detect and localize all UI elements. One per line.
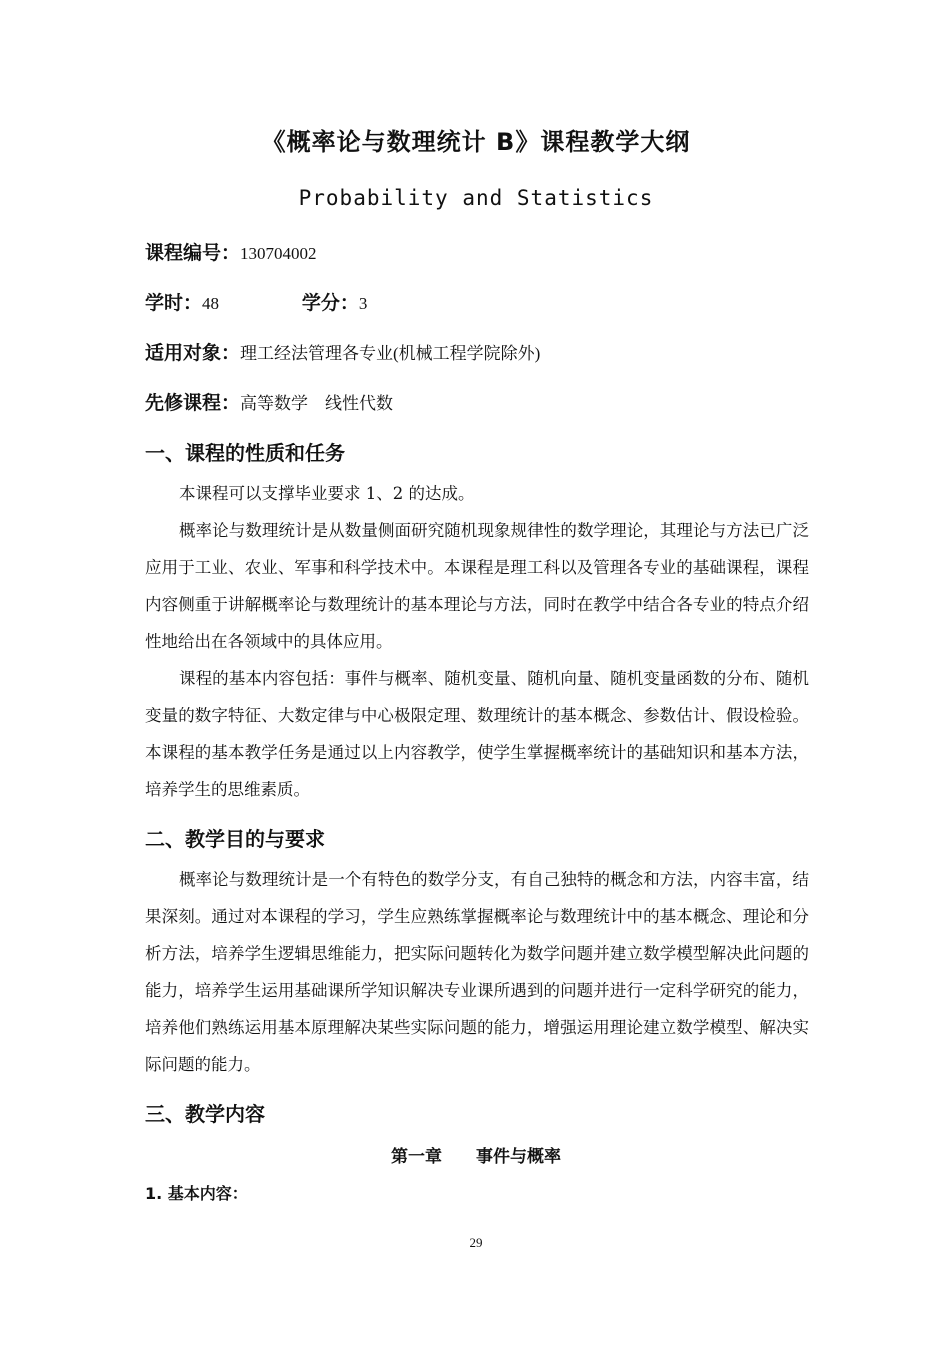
hours-credit-line — [145, 288, 367, 315]
credit-value: 3 — [358, 294, 368, 313]
section1-heading: 一、课程的性质和任务 — [145, 441, 345, 465]
audience-value: 理工经法管理各专业(机械工程学院除外) — [240, 344, 541, 363]
section1-paragraph-2: 概率论与数理统计是从数量侧面研究随机现象规律性的数学理论，其理论与方法已广泛应用于工业、农业、军事和科学技术中。本课程是理工科以及管理各专业的基础课程，课程内容侧重于讲解概率论与数理统计的基本理论与方法，同时在教学中结合各专业的特点介绍性地给出在各领域中的具体应用。 — [145, 521, 809, 651]
section3-heading: 三、教学内容 — [145, 1102, 265, 1126]
audience-line — [145, 338, 540, 365]
audience-label: 适用对象： — [145, 342, 241, 364]
document-title: 《概率论与数理统计 B》课程教学大纲 — [261, 128, 691, 156]
credit-label: 学分： — [301, 292, 359, 314]
course-number-line — [145, 238, 317, 265]
hours-value: 48 — [202, 294, 220, 313]
hours-label: 学时： — [145, 292, 203, 314]
course-number-label: 课程编号： — [145, 242, 241, 264]
section1-paragraph-3: 课程的基本内容包括：事件与概率、随机变量、随机向量、随机变量函数的分布、随机变量的数字特征、大数定律与中心极限定理、数理统计的基本概念、参数估计、假设检验。本课程的基本教学任务是通过以上内容教学，使学生掌握概率统计的基础知识和基本方法，培养学生的思维素质。 — [145, 669, 809, 799]
section2-paragraph-1: 概率论与数理统计是一个有特色的数学分支，有自己独特的概念和方法，内容丰富，结果深刻。通过对本课程的学习，学生应熟练掌握概率论与数理统计中的基本概念、理论和分析方法，培养学生逻辑思维能力，把实际问题转化为数学问题并建立数学模型解决此问题的能力，培养学生运用基础课所学知识解决专业课所遇到的问题并进行一定科学研究的能力，培养他们熟练运用基本原理解决某些实际问题的能力，增强运用理论建立数学模型、解决实际问题的能力。 — [145, 870, 809, 1074]
chapter-title: 第一章 事件与概率 — [391, 1147, 561, 1167]
basic-content-label: 1. 基本内容： — [145, 1184, 248, 1203]
section2-heading: 二、教学目的与要求 — [145, 827, 325, 851]
prerequisite-label: 先修课程： — [145, 392, 241, 414]
section1-paragraph-1: 本课程可以支撑毕业要求 1、2 的达成。 — [179, 484, 475, 503]
document-subtitle: Probability and Statistics — [298, 186, 654, 210]
course-number-value: 130704002 — [240, 244, 317, 263]
prerequisite-line — [145, 388, 393, 415]
prerequisite-value: 高等数学 线性代数 — [240, 394, 394, 413]
page-number: 29 — [469, 1235, 483, 1250]
